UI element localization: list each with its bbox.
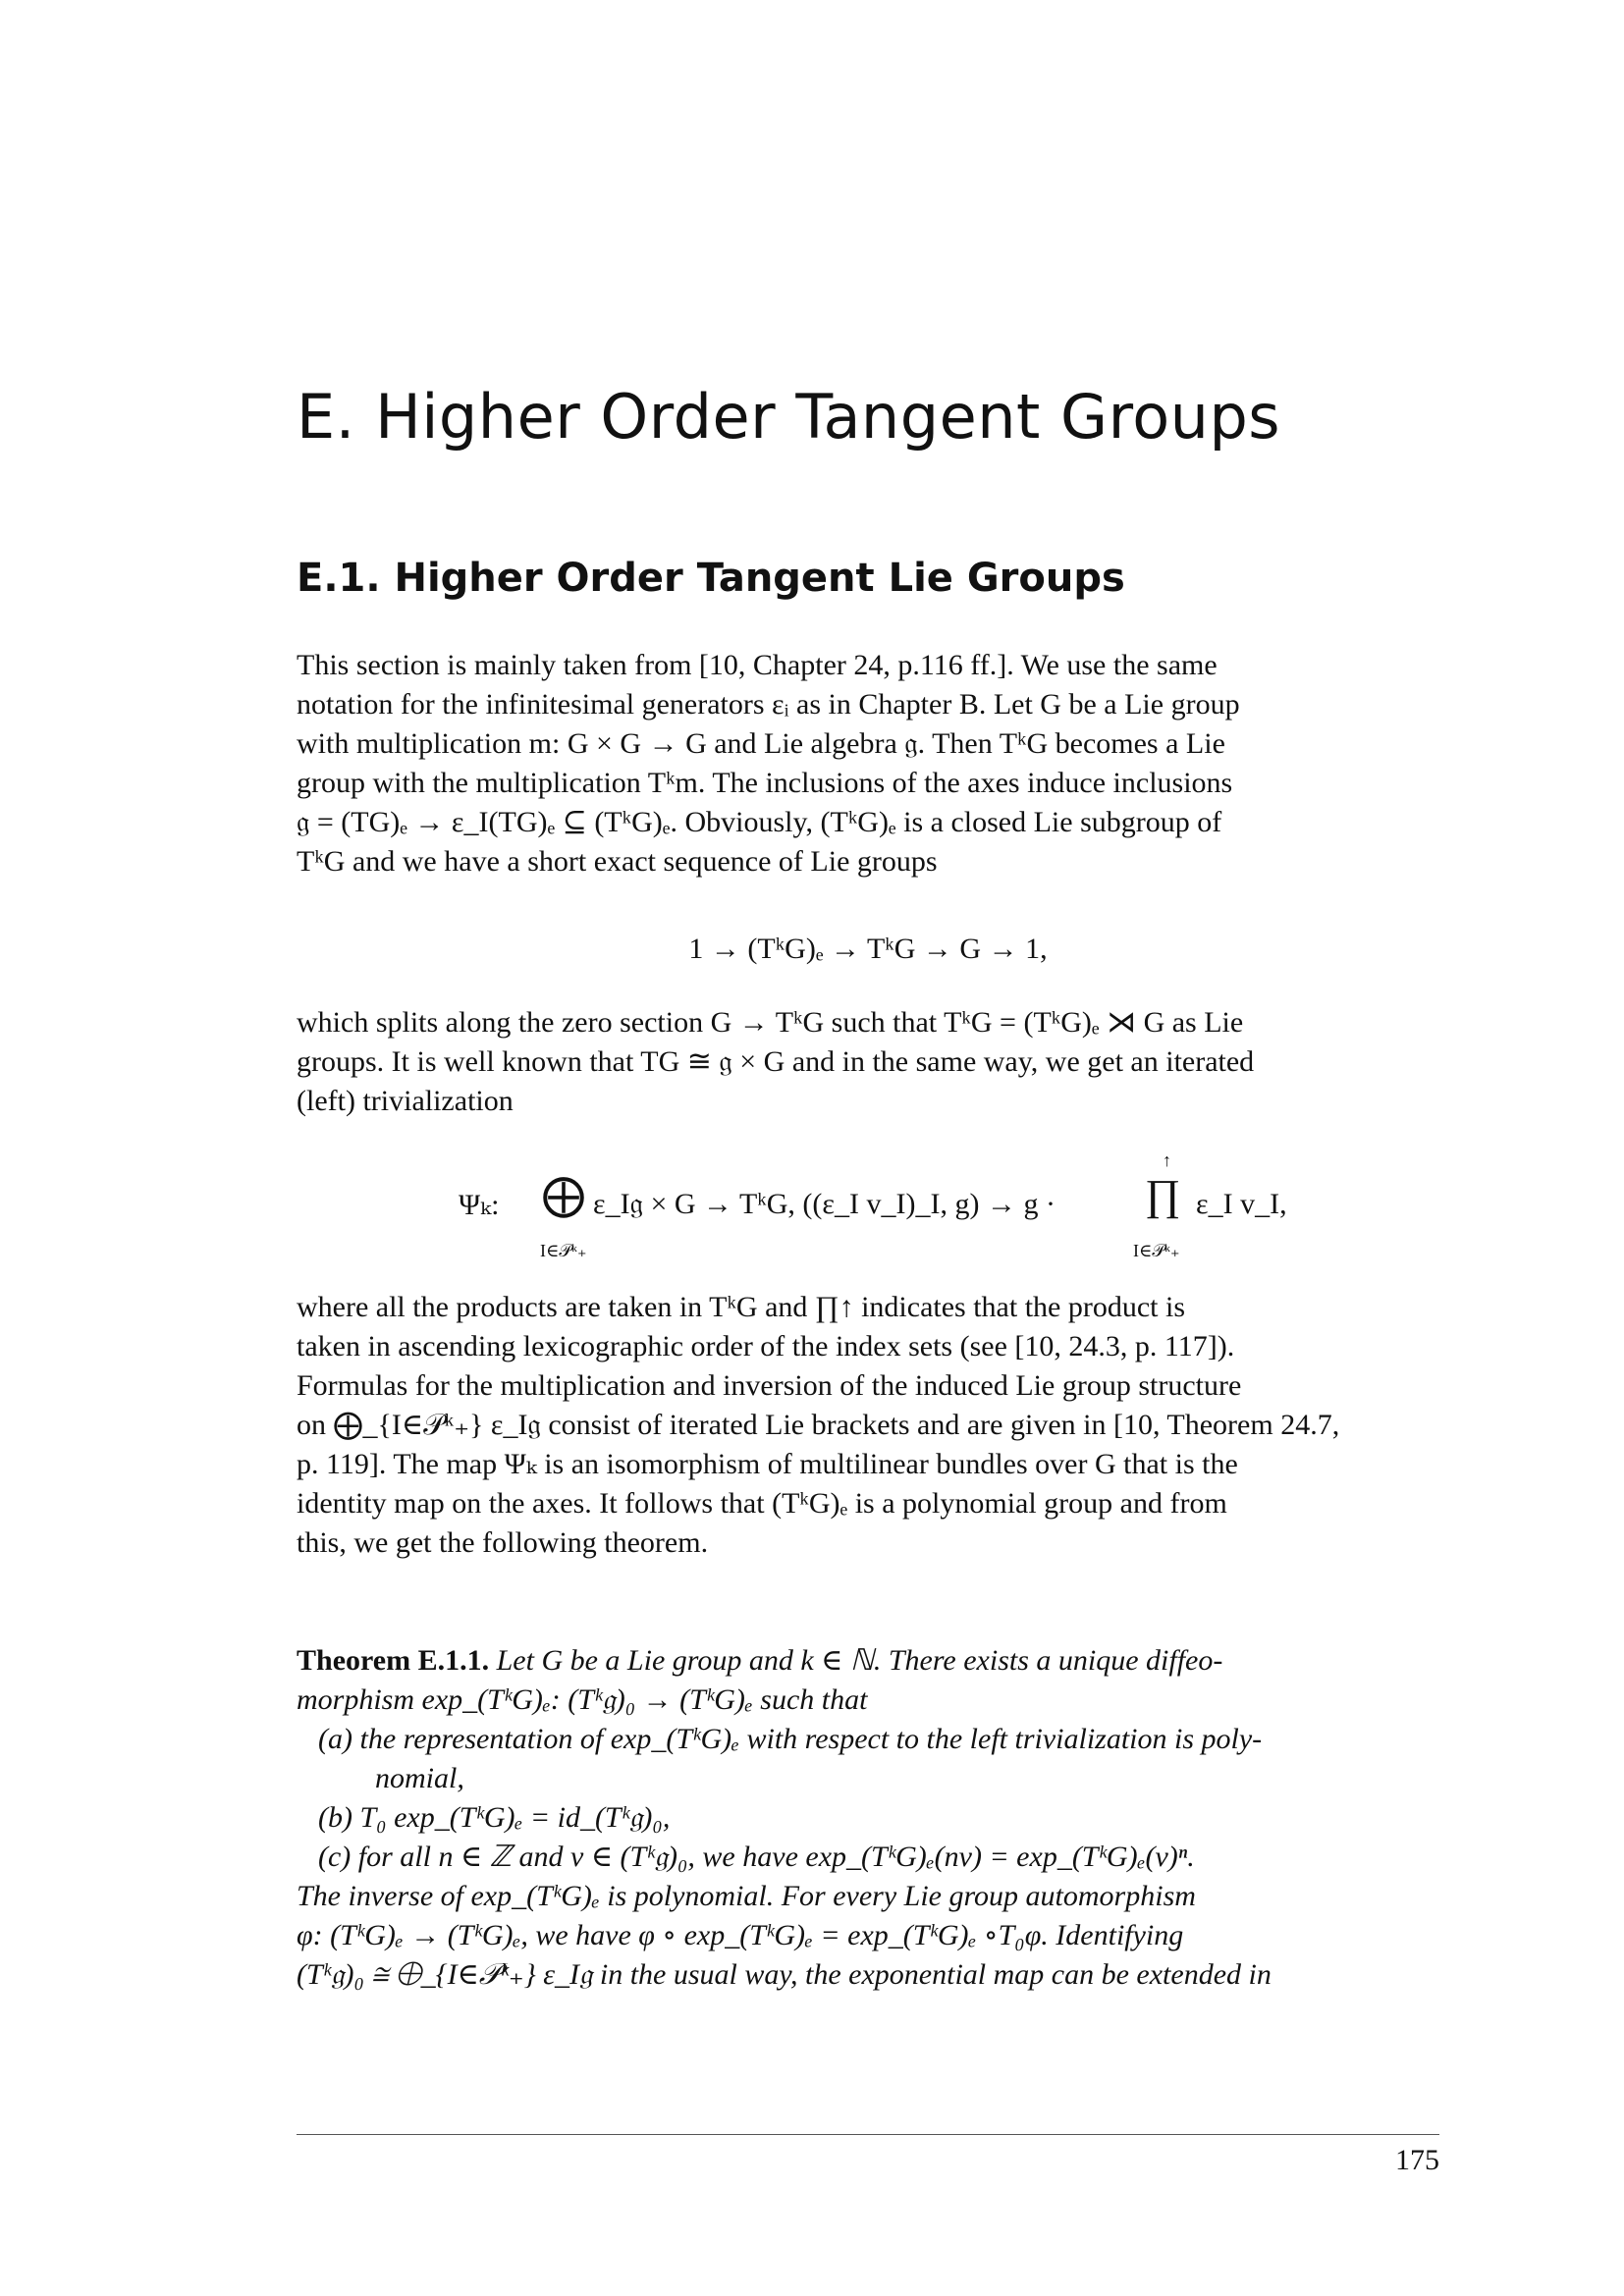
equation-exact-sequence: 1 → (TᵏG)ₑ → TᵏG → G → 1, [688, 933, 1048, 965]
text-line: This section is mainly taken from [10, Chapter 24, p.116 ff.]. We use the same [297, 649, 1218, 681]
text-line: where all the products are taken in TᵏG and ∏↑ indicates that the product is [297, 1291, 1185, 1323]
footer-rule [297, 2134, 1439, 2135]
text-line: taken in ascending lexicographic order of the index sets (see [10, 24.3, p. 117]). [297, 1330, 1235, 1362]
ascending-arrow: ↑ [1163, 1150, 1171, 1170]
section-title: E.1. Higher Order Tangent Lie Groups [297, 556, 1125, 601]
page-number: 175 [1395, 2144, 1439, 2176]
text-line: groups. It is well known that TG ≅ 𝔤 × G and in the same way, we get an iterated [297, 1045, 1255, 1078]
theorem-item-b: (b) T₀ exp_(TᵏG)ₑ = id_(Tᵏ𝔤)₀, [318, 1801, 671, 1834]
chapter-title: E. Higher Order Tangent Groups [297, 381, 1281, 453]
theorem-first-line [297, 1641, 1439, 1681]
intro-paragraph [297, 646, 1439, 881]
splitting-paragraph [297, 1003, 1439, 1121]
theorem-item-c: (c) for all n ∈ ℤ and v ∈ (Tᵏ𝔤)₀, we have exp_(TᵏG)ₑ(nv) = exp_(TᵏG)ₑ(v)ⁿ. [318, 1841, 1195, 1873]
theorem-item-a: (a) the representation of exp_(TᵏG)ₑ with respect to the left trivialization is poly- [318, 1723, 1263, 1755]
text-line: with multiplication m: G × G → G and Lie algebra 𝔤. Then TᵏG becomes a Lie [297, 727, 1225, 760]
text-line: (Tᵏ𝔤)₀ ≅ ⨁_{I∈𝒫ᵏ₊} ε_I𝔤 in the usual way, the exponential map can be extended in [297, 1958, 1272, 1991]
text-line: p. 119]. The map Ψₖ is an isomorphism of multilinear bundles over G that is the [297, 1448, 1238, 1480]
eq-lhs: Ψₖ: [459, 1189, 500, 1221]
text-line: The inverse of exp_(TᵏG)ₑ is polynomial. For every Lie group automorphism [297, 1880, 1196, 1912]
eq-rhs: ε_I v_I, [1196, 1188, 1287, 1220]
text-line: (left) trivialization [297, 1085, 514, 1117]
direct-sum-symbol: ⨁ [542, 1171, 585, 1219]
theorem-block [297, 1641, 1439, 1995]
theorem-item-a-cont: nomial, [375, 1762, 464, 1794]
text-line: 𝔤 = (TG)ₑ → ε_I(TG)ₑ ⊆ (TᵏG)ₑ. Obviously, (TᵏG)ₑ is a closed Lie subgroup of [297, 806, 1222, 838]
product-index: I∈𝒫ᵏ₊ [1133, 1241, 1180, 1260]
text-line: this, we get the following theorem. [297, 1526, 709, 1559]
text-line: identity map on the axes. It follows that (TᵏG)ₑ is a polynomial group and from [297, 1487, 1227, 1520]
equation-trivialization [297, 1150, 1439, 1278]
text-line: TᵏG and we have a short exact sequence of Lie groups [297, 845, 938, 878]
text-line: morphism exp_(TᵏG)ₑ: (Tᵏ𝔤)₀ → (TᵏG)ₑ such that [297, 1683, 868, 1716]
text-line: φ: (TᵏG)ₑ → (TᵏG)ₑ, we have φ ∘ exp_(TᵏG)ₑ = exp_(TᵏG)ₑ ∘T₀φ. Identifying [297, 1919, 1184, 1951]
eq-middle: ε_I𝔤 × G → TᵏG, ((ε_I v_I)_I, g) → g · [593, 1188, 1056, 1220]
theorem-statement: Let G be a Lie group and k ∈ ℕ. There exists a unique diffeo- [496, 1644, 1223, 1677]
text-line: on ⨁_{I∈𝒫ᵏ₊} ε_I𝔤 consist of iterated Lie brackets and are given in [10, Theorem 24.7, [297, 1409, 1340, 1441]
products-paragraph [297, 1288, 1439, 1563]
text-line: Formulas for the multiplication and inversion of the induced Lie group structure [297, 1369, 1242, 1402]
theorem-label: Theorem E.1.1. [297, 1644, 490, 1677]
product-symbol: ∏ [1145, 1171, 1181, 1219]
sum-index: I∈𝒫ᵏ₊ [540, 1241, 587, 1260]
text-line: group with the multiplication Tᵏm. The inclusions of the axes induce inclusions [297, 767, 1233, 799]
text-line: which splits along the zero section G → TᵏG such that TᵏG = (TᵏG)ₑ ⋊ G as Lie [297, 1006, 1244, 1039]
text-line: notation for the infinitesimal generators εᵢ as in Chapter B. Let G be a Lie group [297, 688, 1240, 721]
